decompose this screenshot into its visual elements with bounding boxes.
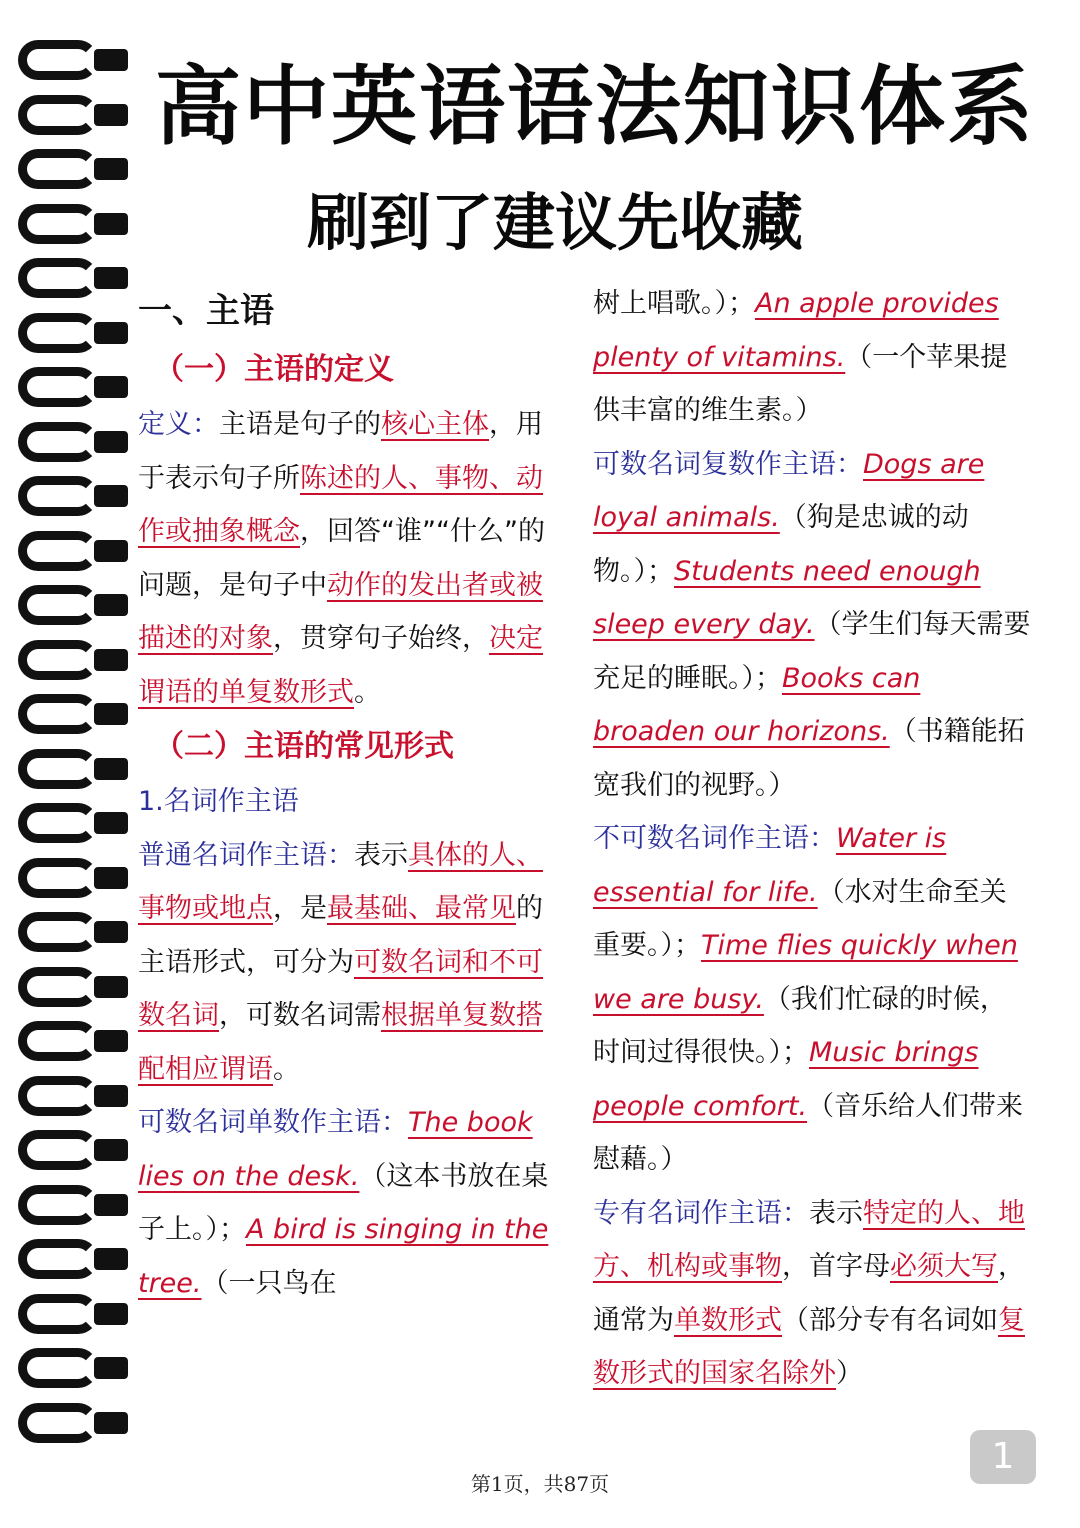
ring-loop bbox=[18, 1294, 98, 1334]
spiral-ring bbox=[18, 1294, 128, 1340]
example-chinese: （音乐给人们带来慰藉。） bbox=[593, 1090, 1024, 1175]
ring-hole bbox=[94, 867, 128, 889]
spiral-ring bbox=[18, 149, 128, 195]
page-title: 高中英语语法知识体系 bbox=[155, 56, 1035, 157]
ring-loop bbox=[18, 1239, 98, 1279]
highlight: 复数形式的国家名除外 bbox=[593, 1304, 1025, 1389]
example-chinese: （水对生命至关重要。）； bbox=[593, 876, 1007, 961]
spiral-ring bbox=[18, 258, 128, 304]
example-chinese: （书籍能拓宽我们的视野。） bbox=[593, 716, 1025, 801]
spiral-ring bbox=[18, 531, 128, 577]
example-english: A bird is singing in the tree. bbox=[138, 1214, 549, 1299]
definition-label: 定义： bbox=[138, 409, 219, 440]
example-english: Students need enough sleep every day. bbox=[593, 555, 981, 640]
spiral-ring bbox=[18, 585, 128, 631]
subsection-heading-definition: （一）主语的定义 bbox=[154, 352, 394, 387]
countable-plural-paragraph bbox=[593, 438, 1033, 813]
spiral-binding bbox=[0, 40, 130, 1480]
text: ，通常为 bbox=[593, 1251, 1025, 1336]
proper-noun-label: 专有名词作主语： bbox=[593, 1197, 809, 1229]
ring-hole bbox=[94, 1248, 128, 1270]
spiral-ring bbox=[18, 1348, 128, 1394]
spiral-ring bbox=[18, 40, 128, 86]
spiral-ring bbox=[18, 422, 128, 468]
spiral-ring bbox=[18, 694, 128, 740]
example-chinese: 树上唱歌。）； bbox=[593, 288, 755, 319]
ring-hole bbox=[94, 1139, 128, 1161]
ring-hole bbox=[94, 1412, 128, 1434]
text: 主语是句子的 bbox=[219, 409, 381, 440]
left-column bbox=[138, 284, 568, 1310]
ring-loop bbox=[18, 1185, 98, 1225]
common-noun-label: 普通名词作主语： bbox=[138, 839, 354, 871]
ring-loop bbox=[18, 313, 98, 353]
ring-loop bbox=[18, 694, 98, 734]
example-chinese: （学生们每天需要充足的睡眠。）； bbox=[593, 609, 1031, 694]
ring-loop bbox=[18, 858, 98, 898]
proper-noun-paragraph bbox=[593, 1187, 1033, 1401]
spiral-ring bbox=[18, 640, 128, 686]
highlight: 可数名词和不可数名词 bbox=[138, 946, 543, 1031]
example-english: Music brings people comfort. bbox=[593, 1037, 979, 1122]
ring-loop bbox=[18, 1130, 98, 1170]
example-chinese: （这本书放在桌子上。）； bbox=[138, 1160, 549, 1245]
countable-singular-label: 可数名词单数作主语： bbox=[138, 1107, 408, 1138]
ring-hole bbox=[94, 431, 128, 453]
ring-hole bbox=[94, 213, 128, 235]
spiral-ring bbox=[18, 858, 128, 904]
page-footer: 第1页，共87页 bbox=[470, 1472, 610, 1496]
ring-hole bbox=[94, 485, 128, 507]
example-chinese: （狗是忠诚的动物。）； bbox=[593, 502, 969, 587]
spiral-ring bbox=[18, 367, 128, 413]
spiral-ring bbox=[18, 1076, 128, 1122]
definition-paragraph bbox=[138, 398, 568, 719]
highlight: 根据单复数搭配相应谓语 bbox=[138, 1000, 543, 1085]
ring-hole bbox=[94, 649, 128, 671]
text: ，首字母 bbox=[782, 1251, 890, 1282]
text: ，是 bbox=[273, 893, 327, 924]
ring-hole bbox=[94, 322, 128, 344]
text: 。 bbox=[273, 1053, 300, 1085]
ring-hole bbox=[94, 540, 128, 562]
highlight: 最基础、最常见 bbox=[327, 893, 516, 924]
highlight: 核心主体 bbox=[381, 409, 489, 440]
highlight: 单数形式 bbox=[674, 1304, 782, 1336]
ring-loop bbox=[18, 149, 98, 189]
text: 表示 bbox=[809, 1197, 863, 1229]
spiral-ring bbox=[18, 204, 128, 250]
spiral-ring bbox=[18, 1239, 128, 1285]
highlight: 陈述的人、事物、动作或抽象概念 bbox=[138, 462, 543, 547]
highlight: 必须大写 bbox=[890, 1251, 998, 1282]
uncountable-paragraph bbox=[593, 812, 1033, 1187]
ring-loop bbox=[18, 476, 98, 516]
text: （部分专有名词如 bbox=[782, 1304, 998, 1336]
ring-hole bbox=[94, 1030, 128, 1052]
spiral-ring bbox=[18, 1021, 128, 1067]
ring-loop bbox=[18, 912, 98, 952]
spiral-ring bbox=[18, 803, 128, 849]
example-chinese: （我们忙碌的时候，时间过得很快。）； bbox=[593, 983, 1007, 1068]
highlight: 特定的人、地方、机构或事物 bbox=[593, 1197, 1025, 1282]
text: 表示 bbox=[354, 839, 408, 871]
countable-plural-label: 可数名词复数作主语： bbox=[593, 448, 863, 480]
spiral-ring bbox=[18, 912, 128, 958]
right-column bbox=[593, 277, 1033, 1401]
example-english: Dogs are loyal animals. bbox=[593, 448, 985, 533]
section-heading: 一、主语 bbox=[138, 291, 274, 331]
spiral-ring bbox=[18, 967, 128, 1013]
ring-loop bbox=[18, 1076, 98, 1116]
text: ，用于表示句子所 bbox=[138, 409, 543, 494]
uncountable-label: 不可数名词作主语： bbox=[593, 823, 836, 854]
text: ，贯穿句子始终， bbox=[273, 623, 489, 654]
example-english: The book lies on the desk. bbox=[138, 1107, 533, 1192]
ring-hole bbox=[94, 976, 128, 998]
ring-loop bbox=[18, 803, 98, 843]
example-chinese: （一个苹果提供丰富的维生素。） bbox=[593, 341, 1008, 426]
page-subtitle: 刷到了建议先收藏 bbox=[306, 186, 803, 259]
highlight: 动作的发出者或被描述的对象 bbox=[138, 569, 543, 654]
page-number-badge: 1 bbox=[970, 1430, 1036, 1484]
spiral-ring bbox=[18, 1403, 128, 1449]
ring-loop bbox=[18, 40, 98, 80]
highlight: 决定谓语的单复数形式 bbox=[138, 623, 543, 708]
spiral-ring bbox=[18, 1130, 128, 1176]
countable-singular-paragraph bbox=[138, 1096, 568, 1310]
ring-loop bbox=[18, 258, 98, 298]
spiral-ring bbox=[18, 95, 128, 141]
text: ） bbox=[836, 1358, 863, 1389]
ring-hole bbox=[94, 1357, 128, 1379]
continued-examples bbox=[593, 277, 1033, 438]
example-english: Time flies quickly when we are busy. bbox=[593, 930, 1018, 1015]
ring-hole bbox=[94, 158, 128, 180]
ring-loop bbox=[18, 367, 98, 407]
ring-hole bbox=[94, 267, 128, 289]
common-noun-paragraph bbox=[138, 829, 568, 1097]
ring-hole bbox=[94, 376, 128, 398]
ring-hole bbox=[94, 1085, 128, 1107]
ring-loop bbox=[18, 422, 98, 462]
ring-loop bbox=[18, 585, 98, 625]
example-english: Books can broaden our horizons. bbox=[593, 662, 921, 747]
spiral-ring bbox=[18, 313, 128, 359]
ring-loop bbox=[18, 204, 98, 244]
ring-hole bbox=[94, 921, 128, 943]
ring-hole bbox=[94, 49, 128, 71]
example-english: An apple provides plenty of vitamins. bbox=[593, 288, 999, 373]
ring-loop bbox=[18, 967, 98, 1007]
text: 。 bbox=[354, 676, 381, 708]
text: ，回答“谁”“什么”的问题，是句子中 bbox=[138, 516, 545, 601]
ring-loop bbox=[18, 749, 98, 789]
ring-loop bbox=[18, 531, 98, 571]
ring-loop bbox=[18, 1403, 98, 1443]
spiral-ring bbox=[18, 1185, 128, 1231]
ring-hole bbox=[94, 104, 128, 126]
subsection-heading-forms: （二）主语的常见形式 bbox=[154, 729, 454, 764]
spiral-ring bbox=[18, 476, 128, 522]
example-chinese: （一只鸟在 bbox=[201, 1267, 337, 1299]
text: ，可数名词需 bbox=[219, 1000, 381, 1031]
spiral-ring bbox=[18, 749, 128, 795]
ring-loop bbox=[18, 1021, 98, 1061]
highlight: 具体的人、事物或地点 bbox=[138, 839, 543, 924]
text: 的主语形式，可分为 bbox=[138, 893, 543, 978]
sub-heading-noun-subject: 1.名词作主语 bbox=[138, 786, 299, 817]
ring-hole bbox=[94, 594, 128, 616]
ring-loop bbox=[18, 640, 98, 680]
ring-loop bbox=[18, 95, 98, 135]
ring-hole bbox=[94, 812, 128, 834]
ring-hole bbox=[94, 1194, 128, 1216]
ring-loop bbox=[18, 1348, 98, 1388]
ring-hole bbox=[94, 703, 128, 725]
example-english: Water is essential for life. bbox=[593, 823, 947, 908]
ring-hole bbox=[94, 1303, 128, 1325]
ring-hole bbox=[94, 758, 128, 780]
